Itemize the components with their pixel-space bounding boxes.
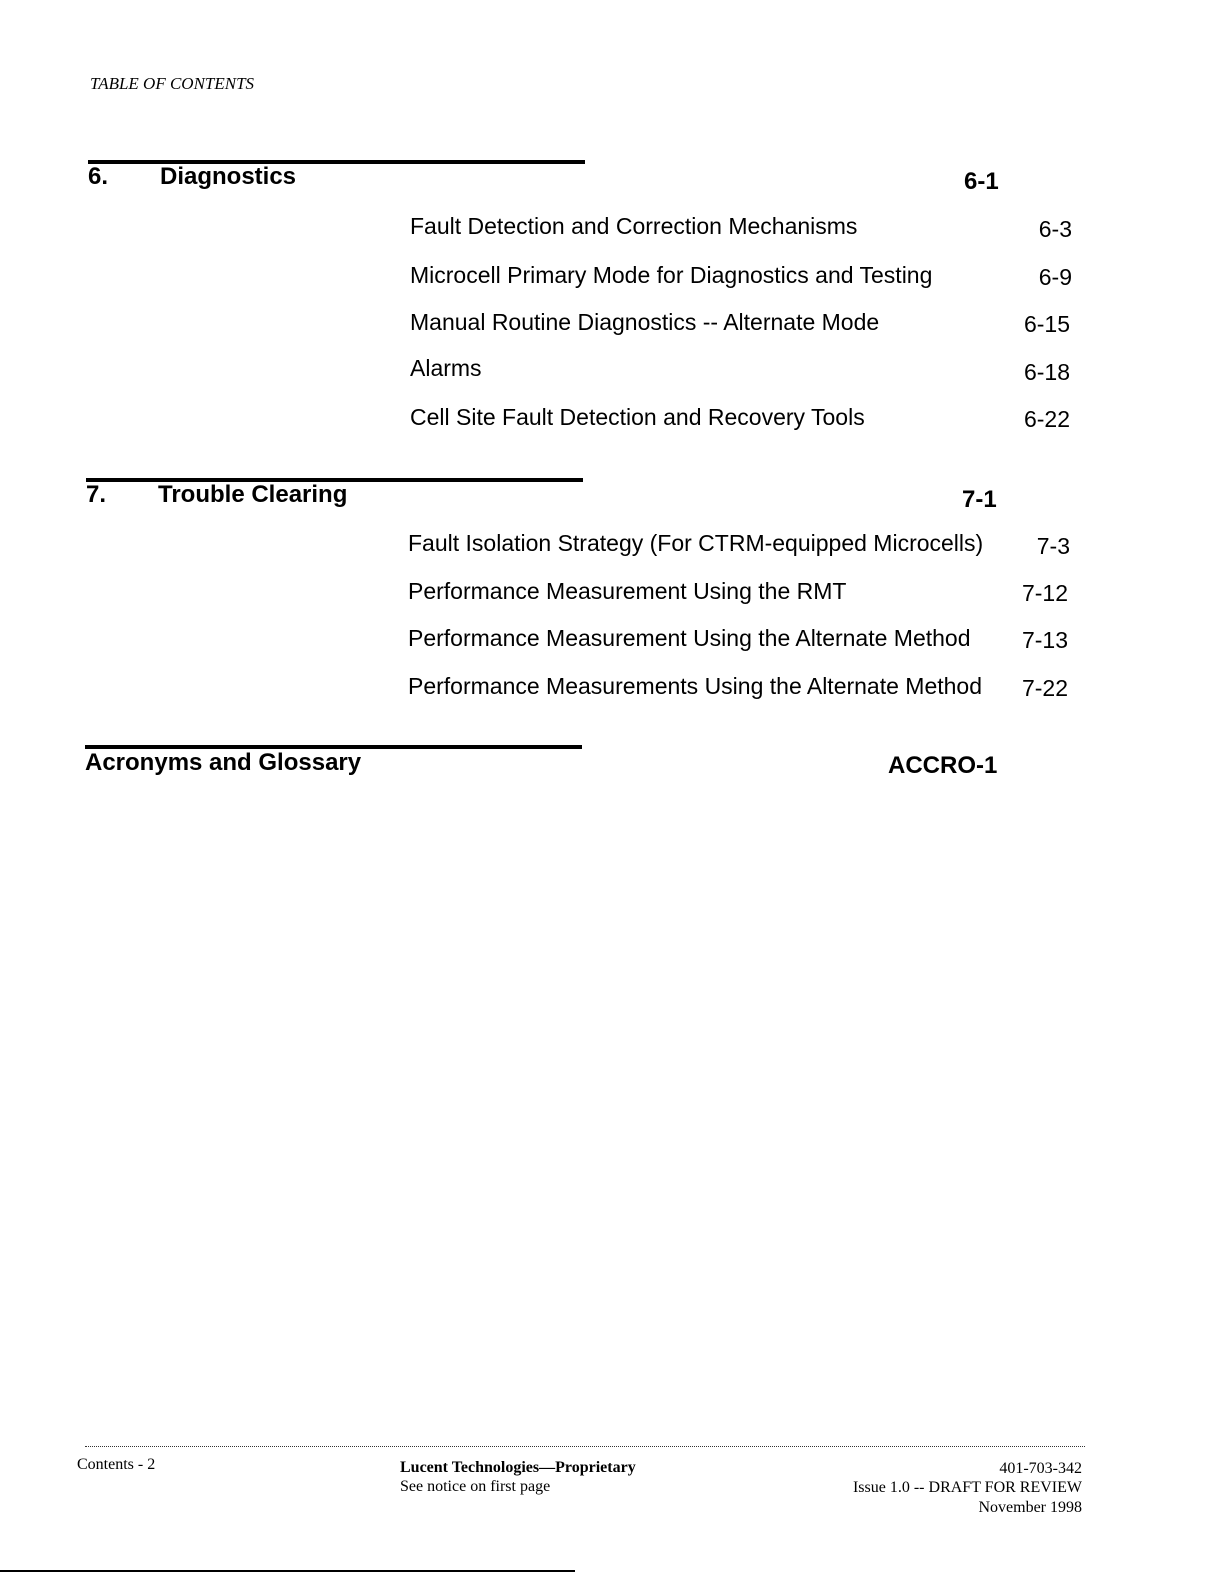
chapter-title: Trouble Clearing [158,481,348,508]
toc-entry-page: 6-15 [1023,311,1070,337]
toc-entry-title: Microcell Primary Mode for Diagnostics and Testing [410,262,933,288]
chapter-number: 6. [88,163,109,190]
toc-entry-page: 7-3 [1036,533,1070,559]
toc-entry-page: 7-22 [1021,675,1068,701]
toc-entry-page: 6-9 [1038,264,1072,290]
footer-proprietary: Lucent Technologies—Proprietary [400,1459,636,1476]
chapter-page-number: ACCRO-1 [888,752,998,779]
toc-entry-title: Alarms [410,355,482,381]
footer-page-label: Contents - 2 [77,1456,156,1473]
toc-entry-title: Performance Measurement Using the RMT [408,578,847,604]
footer-doc-number: 401-703-342 [999,1460,1082,1477]
toc-entry-title: Cell Site Fault Detection and Recovery Tools [410,404,865,430]
running-head: TABLE OF CONTENTS [90,74,255,93]
toc-entry-title: Fault Detection and Correction Mechanisms [410,213,858,239]
page-edge-line [0,1570,575,1572]
footer-issue: Issue 1.0 -- DRAFT FOR REVIEW [852,1479,1082,1496]
chapter-page-number: 6-1 [964,168,999,195]
toc-entry-page: 6-22 [1023,406,1070,432]
toc-entry-page: 6-3 [1038,216,1072,242]
chapter-number: 7. [86,481,107,508]
chapter-page-number: 7-1 [962,486,997,513]
toc-entry-page: 6-18 [1023,359,1070,385]
footer-date: November 1998 [978,1499,1082,1516]
footer-divider [85,1446,1085,1447]
chapter-title: Diagnostics [160,163,297,190]
toc-entry-page: 7-13 [1021,627,1068,653]
toc-entry-title: Manual Routine Diagnostics -- Alternate Mode [410,309,880,335]
toc-entry-page: 7-12 [1021,580,1068,606]
toc-entry-title: Fault Isolation Strategy (For CTRM-equipped Microcells) [408,530,984,556]
chapter-title: Acronyms and Glossary [85,749,362,776]
footer-notice: See notice on first page [400,1478,551,1495]
toc-entry-title: Performance Measurements Using the Alternate Method [408,673,983,699]
toc-entry-title: Performance Measurement Using the Alternate Method [408,625,971,651]
